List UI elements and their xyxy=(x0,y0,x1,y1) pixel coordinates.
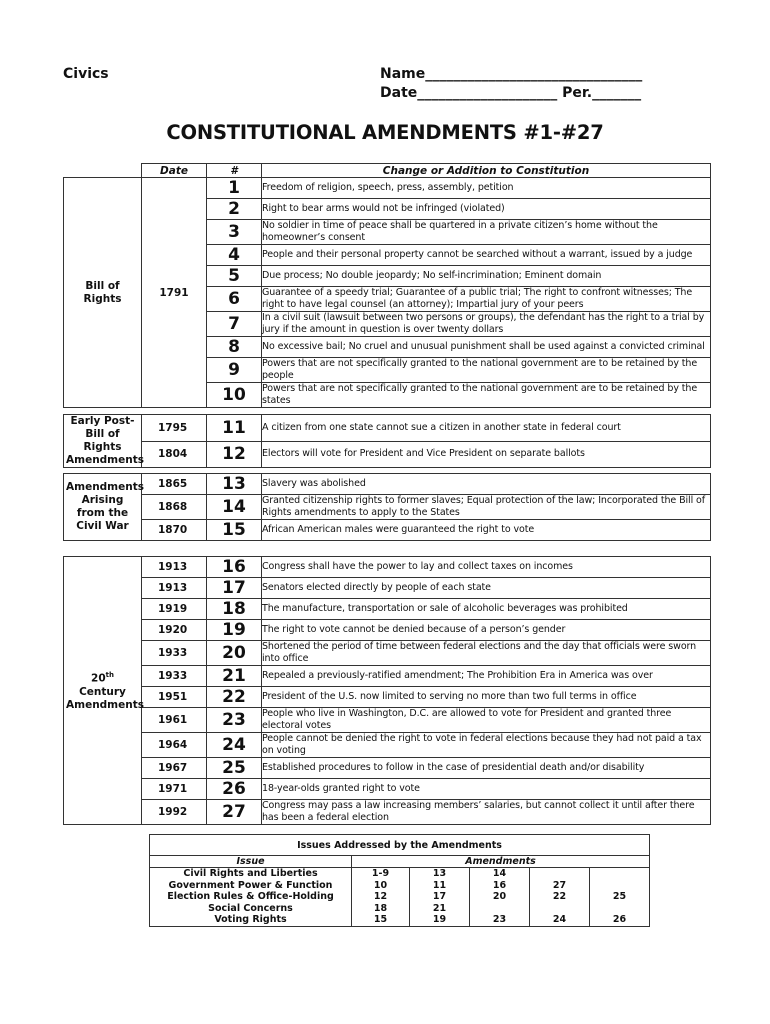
ratification-year: 1961 xyxy=(142,708,207,733)
amendment-description: Slavery was abolished xyxy=(262,474,711,495)
amendment-number-column xyxy=(410,868,470,927)
amendment-number: 9 xyxy=(207,358,262,383)
amendment-number: 16 xyxy=(207,557,262,578)
issues-table xyxy=(149,834,650,927)
amendment-description: Powers that are not specifically granted to the national government are to be retained by the states xyxy=(262,383,711,408)
date-period-line: Date____________________ Per._______ xyxy=(380,85,642,101)
issue-item: Civil Rights and Liberties xyxy=(183,868,318,879)
amendment-group-table xyxy=(63,414,711,468)
issue-item: Government Power & Function xyxy=(168,879,333,891)
change-column-header: Change or Addition to Constitution xyxy=(262,164,711,178)
amendment-number: 24 xyxy=(207,733,262,758)
amendment-number: 13 xyxy=(207,474,262,495)
issue-amendment-number: 24 xyxy=(552,914,567,925)
amendment-row xyxy=(64,758,711,779)
issue-amendment-number: 21 xyxy=(432,902,447,914)
group-label: 20th Century Amendments xyxy=(64,557,142,825)
issue-amendment-number: 11 xyxy=(432,879,447,891)
amendment-group-table xyxy=(63,473,711,541)
amendment-number: 3 xyxy=(207,220,262,245)
issue-list xyxy=(150,868,352,927)
amendment-number-column xyxy=(470,868,530,927)
amendment-description: People who live in Washington, D.C. are allowed to vote for President and granted three electoral votes xyxy=(262,708,711,733)
amendment-number: 11 xyxy=(207,415,262,442)
issue-amendment-number xyxy=(590,880,649,892)
amendment-number: 6 xyxy=(207,287,262,312)
amendment-number: 20 xyxy=(207,641,262,666)
issue-amendment-number: 26 xyxy=(612,914,627,925)
group-label: Early Post-Bill of Rights Amendments xyxy=(64,415,142,468)
issues-title: Issues Addressed by the Amendments xyxy=(150,835,650,856)
amendment-description: Repealed a previously-ratified amendment; The Prohibition Era in America was over xyxy=(262,666,711,687)
amendment-row xyxy=(64,520,711,541)
amendments-header: Amendments xyxy=(352,856,650,868)
amendment-description: Freedom of religion, speech, press, assembly, petition xyxy=(262,178,711,199)
amendment-row xyxy=(64,779,711,800)
date-column-header: Date xyxy=(142,164,207,178)
amendment-row xyxy=(64,557,711,578)
ratification-year: 1870 xyxy=(142,520,207,541)
ratification-year: 1933 xyxy=(142,666,207,687)
issue-header: Issue xyxy=(150,856,352,868)
blank-header-cell xyxy=(64,164,142,178)
amendment-row xyxy=(64,733,711,758)
issue-amendment-number: 25 xyxy=(612,891,627,902)
ratification-year: 1913 xyxy=(142,578,207,599)
amendment-description: 18-year-olds granted right to vote xyxy=(262,779,711,800)
amendment-number-column xyxy=(352,868,410,927)
amendment-number: 7 xyxy=(207,312,262,337)
subject-label: Civics xyxy=(63,66,109,82)
amendment-number: 14 xyxy=(207,495,262,520)
amendment-number: 21 xyxy=(207,666,262,687)
ratification-year: 1795 xyxy=(142,415,207,442)
ratification-year: 1933 xyxy=(142,641,207,666)
amendment-description: No soldier in time of peace shall be quartered in a private citizen’s home without the homeowner’s consent xyxy=(262,220,711,245)
issue-amendment-number: 17 xyxy=(432,891,447,902)
ratification-year: 1865 xyxy=(142,474,207,495)
ratification-year: 1913 xyxy=(142,557,207,578)
amendment-number: 1 xyxy=(207,178,262,199)
number-column-header: # xyxy=(207,164,262,178)
amendment-description: African American males were guaranteed the right to vote xyxy=(262,520,711,541)
amendment-row xyxy=(64,599,711,620)
amendment-description: No excessive bail; No cruel and unusual punishment shall be used against a convicted criminal xyxy=(262,337,711,358)
amendment-number: 15 xyxy=(207,520,262,541)
amendment-row xyxy=(64,666,711,687)
amendment-description: People cannot be denied the right to vote in federal elections because they had not paid a tax on voting xyxy=(262,733,711,758)
issue-amendment-number: 12 xyxy=(373,891,388,902)
amendment-description: Shortened the period of time between federal elections and the day that officials were sworn into office xyxy=(262,641,711,666)
amendment-number: 2 xyxy=(207,199,262,220)
ratification-year: 1791 xyxy=(142,178,207,408)
issue-amendment-number xyxy=(530,868,589,880)
issue-amendment-number: 16 xyxy=(492,879,507,891)
amendment-number: 25 xyxy=(207,758,262,779)
issue-amendment-number: 19 xyxy=(432,914,447,925)
amendment-number: 22 xyxy=(207,687,262,708)
issue-amendment-number xyxy=(470,903,529,915)
amendment-description: Senators elected directly by people of each state xyxy=(262,578,711,599)
issue-amendment-number: 22 xyxy=(552,891,567,902)
group-label: Bill of Rights xyxy=(64,178,142,408)
amendment-number: 12 xyxy=(207,441,262,468)
amendment-number: 4 xyxy=(207,245,262,266)
amendment-description: Powers that are not specifically granted to the national government are to be retained by the people xyxy=(262,358,711,383)
amendment-number-column xyxy=(530,868,590,927)
amendment-description: Electors will vote for President and Vice President on separate ballots xyxy=(262,441,711,468)
issue-amendment-number: 27 xyxy=(552,879,567,891)
ratification-year: 1967 xyxy=(142,758,207,779)
issue-amendment-number: 1-9 xyxy=(371,868,390,879)
amendment-number: 5 xyxy=(207,266,262,287)
amendment-row xyxy=(64,641,711,666)
amendment-row xyxy=(64,708,711,733)
name-line: Name_______________________________ xyxy=(380,66,643,82)
ratification-year: 1868 xyxy=(142,495,207,520)
amendment-description: The manufacture, transportation or sale of alcoholic beverages was prohibited xyxy=(262,599,711,620)
amendment-number-column xyxy=(590,868,650,927)
ratification-year: 1919 xyxy=(142,599,207,620)
amendment-number: 26 xyxy=(207,779,262,800)
amendment-group-table xyxy=(63,163,711,408)
amendment-description: Guarantee of a speedy trial; Guarantee of a public trial; The right to confront witnesses; The right to have legal counsel (an attorney); Impartial jury of your peers xyxy=(262,287,711,312)
issue-amendment-number xyxy=(530,903,589,915)
amendment-row xyxy=(64,474,711,495)
amendment-row xyxy=(64,578,711,599)
ratification-year: 1992 xyxy=(142,800,207,825)
amendment-number: 18 xyxy=(207,599,262,620)
amendment-number: 10 xyxy=(207,383,262,408)
issue-amendment-number: 15 xyxy=(373,914,388,925)
amendment-description: Established procedures to follow in the case of presidential death and/or disability xyxy=(262,758,711,779)
amendment-number: 23 xyxy=(207,708,262,733)
issue-amendment-number: 14 xyxy=(492,868,507,879)
issue-item: Social Concerns xyxy=(208,902,293,914)
amendment-row xyxy=(64,178,711,199)
amendment-row xyxy=(64,415,711,442)
amendment-number: 19 xyxy=(207,620,262,641)
issue-amendment-number xyxy=(590,868,649,880)
issue-item: Voting Rights xyxy=(214,914,287,925)
ratification-year: 1971 xyxy=(142,779,207,800)
amendment-description: In a civil suit (lawsuit between two persons or groups), the defendant has the right to a trial by jury if the amount in question is over twenty dollars xyxy=(262,312,711,337)
amendment-row xyxy=(64,495,711,520)
issue-amendment-number: 13 xyxy=(432,868,447,879)
amendment-row xyxy=(64,687,711,708)
amendment-description: The right to vote cannot be denied because of a person’s gender xyxy=(262,620,711,641)
amendment-description: Granted citizenship rights to former slaves; Equal protection of the law; Incorporated the Bill of Rights amendments to apply to the States xyxy=(262,495,711,520)
amendment-row xyxy=(64,620,711,641)
amendment-number: 27 xyxy=(207,800,262,825)
amendment-description: President of the U.S. now limited to serving no more than two full terms in office xyxy=(262,687,711,708)
amendment-description: Right to bear arms would not be infringed (violated) xyxy=(262,199,711,220)
amendment-description: A citizen from one state cannot sue a citizen in another state in federal court xyxy=(262,415,711,442)
issue-amendment-number xyxy=(590,903,649,915)
issue-item: Election Rules & Office-Holding xyxy=(167,891,334,902)
group-label: Amendments Arising from the Civil War xyxy=(64,474,142,541)
ratification-year: 1920 xyxy=(142,620,207,641)
amendment-number: 8 xyxy=(207,337,262,358)
ratification-year: 1804 xyxy=(142,441,207,468)
ratification-year: 1951 xyxy=(142,687,207,708)
issue-amendment-number: 23 xyxy=(492,914,507,925)
issue-amendment-number: 10 xyxy=(373,879,388,891)
ratification-year: 1964 xyxy=(142,733,207,758)
page-title: CONSTITUTIONAL AMENDMENTS #1-#27 xyxy=(166,121,604,144)
amendment-description: Congress may pass a law increasing members’ salaries, but cannot collect it until after there has been a federal election xyxy=(262,800,711,825)
amendment-description: People and their personal property cannot be searched without a warrant, issued by a judge xyxy=(262,245,711,266)
amendment-group-table xyxy=(63,556,711,825)
amendment-row xyxy=(64,800,711,825)
amendment-number: 17 xyxy=(207,578,262,599)
issue-amendment-number: 20 xyxy=(492,891,507,902)
amendment-description: Congress shall have the power to lay and collect taxes on incomes xyxy=(262,557,711,578)
amendment-row xyxy=(64,441,711,468)
issue-amendment-number: 18 xyxy=(373,902,388,914)
amendment-description: Due process; No double jeopardy; No self-incrimination; Eminent domain xyxy=(262,266,711,287)
